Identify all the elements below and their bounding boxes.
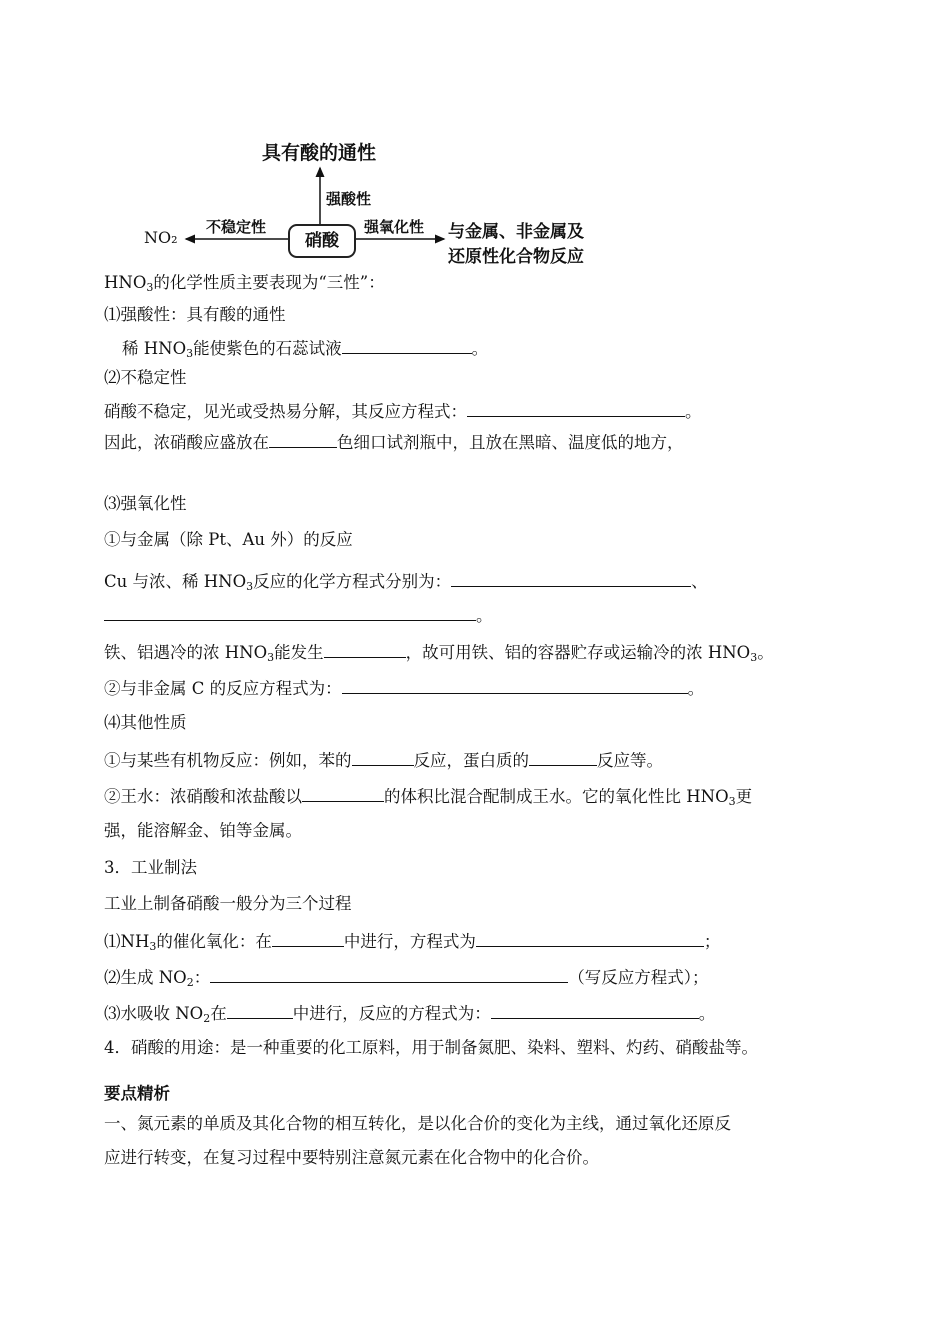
diagram-acid-general: 具有酸的通性 <box>262 142 377 164</box>
intro-line: $HNO_3$的化学性质主要表现为“三性”： <box>104 273 385 294</box>
s3-step1: $⑴NH_3$的催化氧化：在 中进行，方程式为 ； <box>104 929 720 953</box>
p3-sub1: ①与金属（除 Pt、Au 外）的反应 <box>104 530 353 549</box>
s3-step2: ⑵生成 $NO_2$： （写反应方程式）； <box>104 965 708 989</box>
p3-cu-line: Cu 与浓、稀 $HNO_3$反应的化学方程式分别为： 、 <box>104 569 708 593</box>
p2-text2: 因此，浓硝酸应盛放在 色细口试剂瓶中，且放在黑暗、温度低的地方， <box>104 430 684 454</box>
blank-field[interactable] <box>269 430 337 448</box>
p4-org-line: ①与某些有机物反应：例如，苯的 反应，蛋白质的 反应等。 <box>104 748 663 772</box>
blank-field[interactable] <box>272 929 344 947</box>
blank-field[interactable] <box>342 676 688 694</box>
blank-field[interactable] <box>467 399 685 417</box>
p4-aqua-line2: 强，能溶解金、铂等金属。 <box>104 821 302 840</box>
p3-cu-line2: 。 <box>104 603 493 627</box>
blank-field[interactable] <box>476 929 704 947</box>
s4-line: 4．硝酸的用途：是一种重要的化工原料，用于制备氮肥、染料、塑料、灼药、硝酸盐等。 <box>104 1038 758 1057</box>
key-title: 要点精析 <box>104 1084 170 1103</box>
blank-field[interactable] <box>324 640 406 658</box>
blank-field[interactable] <box>342 336 472 354</box>
diagram-center-box: 硝酸 <box>288 224 356 258</box>
blank-field[interactable] <box>491 1001 699 1019</box>
nitric-acid-properties-diagram <box>138 130 618 270</box>
diagram-right-line2: 还原性化合物反应 <box>448 247 584 267</box>
blank-field[interactable] <box>104 603 476 621</box>
p3-c-line: ②与非金属 C 的反应方程式为： 。 <box>104 676 704 700</box>
s3-title: 3．工业制法 <box>104 858 197 877</box>
p2-title: ⑵不稳定性 <box>104 368 187 387</box>
blank-field[interactable] <box>352 748 414 766</box>
key-paragraph-line2: 应进行转变，在复习过程中要特别注意氮元素在化合物中的化合价。 <box>104 1148 599 1167</box>
blank-field[interactable] <box>302 784 384 802</box>
diagram-oxidizing-label: 强氧化性 <box>364 218 425 236</box>
s3-step3: ⑶水吸收 $NO_2$在 中进行，反应的方程式为： 。 <box>104 1001 715 1025</box>
p4-title: ⑷其他性质 <box>104 713 187 732</box>
blank-field[interactable] <box>451 569 691 587</box>
p3-fe-line: 铁、铝遇冷的浓 $HNO_3$能发生 ，故可用铁、铝的容器贮存或运输冷的浓 $HNO_3$。 <box>104 640 774 664</box>
diagram-strong-acid-label: 强酸性 <box>326 190 372 208</box>
diagram-no2: NO₂ <box>144 228 178 247</box>
p2-text: 硝酸不稳定，见光或受热易分解，其反应方程式： 。 <box>104 399 702 423</box>
blank-field[interactable] <box>227 1001 293 1019</box>
s3-intro: 工业上制备硝酸一般分为三个过程 <box>104 894 352 913</box>
diagram-right-line1: 与金属、非金属及 <box>448 222 584 242</box>
diagram-unstable-label: 不稳定性 <box>206 218 267 236</box>
p3-title: ⑶强氧化性 <box>104 494 187 513</box>
p1-text: 稀 $HNO_3$能使紫色的石蕊试液 。 <box>122 336 488 360</box>
p1-title: ⑴强酸性：具有酸的通性 <box>104 305 286 324</box>
blank-field[interactable] <box>210 965 568 983</box>
key-paragraph-line1: 一、氮元素的单质及其化合物的相互转化，是以化合价的变化为主线，通过氧化还原反 <box>104 1114 731 1133</box>
p4-aqua-line: ②王水：浓硝酸和浓盐酸以 的体积比混合配制成王水。它的氧化性比 $HNO_3$更 <box>104 784 752 808</box>
blank-field[interactable] <box>529 748 597 766</box>
